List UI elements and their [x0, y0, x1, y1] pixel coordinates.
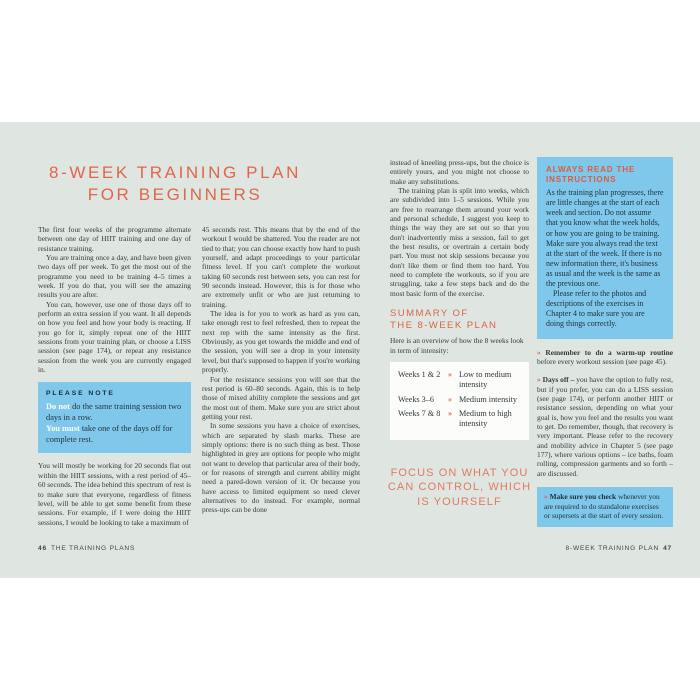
left-page [0, 122, 360, 578]
week-label: Weeks 1 & 2 [398, 369, 441, 379]
double-arrow-marker-icon: » [448, 369, 453, 379]
paragraph: For the resistance sessions you will see that the rest period is 60–80 seconds. Again, this is to help those of mixed ability complete the sessions and get the most out of them. Make sure you are strict about getting your rest. [202, 374, 360, 421]
right-sidebar-column [537, 157, 673, 527]
week-value: Low to medium intensity [459, 369, 512, 390]
note-line [46, 424, 183, 446]
mini-box-lead: Make sure you check [549, 491, 617, 501]
book-spread [0, 122, 700, 578]
right-page [350, 122, 700, 578]
right-running-head: 8-WEEK TRAINING PLAN [565, 545, 660, 552]
double-arrow-marker-icon: » [544, 491, 548, 501]
note-lead-do-not: Do not [46, 402, 70, 412]
double-arrow-marker-icon: » [537, 347, 541, 357]
week-value: Medium to high intensity [459, 409, 512, 429]
week-row [398, 409, 523, 430]
bullet-text: you have the option to fully rest, but if you prefer, you can do a LISS session (see page 174), or perform another HIIT or resistance session, depending on what your goal is, how you feel and the results you want to get. Do remember, though, that recovery is very important. Please refer to the recovery and mobility advice in Chapter 5 (see page 177), where various options – ice baths, foam rolling, compression garments and so forth – are discussed. [537, 375, 673, 478]
left-page-footer [38, 545, 135, 552]
week-row [398, 370, 523, 391]
paragraph: 45 seconds rest. This means that by the end of the workout I would be shattered. You the reader are not tied to that; you can choose exactly how hard to push yourself, and adapt proceedings to your particular fitness level. If you can't complete the workout taking 60 seconds rest between sets, you can rest for 90 seconds instead. However, this is for those who are extremely unfit or who are just returning to training. [202, 225, 360, 309]
please-note-box [38, 382, 191, 454]
left-running-head: THE TRAINING PLANS [50, 545, 136, 552]
paragraph: instead of kneeling press-ups, but the choice is entirely yours, and you might not choose to make any substitutions. [390, 158, 529, 186]
info-box-paragraph: Please refer to the photos and descriptions of the exercises in Chapter 4 to make sure you are doing things correctly. [546, 289, 647, 329]
left-column-1 [38, 225, 191, 527]
double-arrow-marker-icon: » [448, 409, 453, 419]
right-column-main [387, 158, 532, 509]
paragraph: In some sessions you have a choice of exercises, which are separated by slash marks. These are simply options: there is no such thing as best. Those highlighted in grey are options for people who might not want to develop that particular area of their body, or for reasons of strength and current ability might need a pared-down version of it. Or because you have access to limited equipment so need clever alternatives to do instead. For example, normal press-ups can be done [202, 421, 360, 515]
paragraph: You will mostly be working for 20 seconds flat out within the HIIT sessions, with a rest period of 45–60 seconds. The idea behind this spectrum of rest is to make sure that everyone, regardless of fitness level, will be able to get some benefit from these sessions. For example, if I were doing the HIIT sessions, I would be looking to take a maximum of [38, 461, 191, 527]
info-box-heading: ALWAYS READ THE INSTRUCTIONS [546, 165, 636, 184]
week-label: Weeks 3–6 [398, 394, 434, 404]
focus-pull-quote: FOCUS ON WHAT YOU CAN CONTROL, WHICH IS YOURSELF [387, 466, 532, 508]
left-page-number: 46 [38, 545, 47, 552]
paragraph: The training plan is split into weeks, which are subdivided into 1–5 sessions. While you are free to rearrange them around your work and personal schedule, I suggest you keep to things the way they are set out so that you don't inadvertently miss a session, fail to get the best results, or overtrain a certain body part. You must not skip sessions because you don't like them or find them too hard. You need to complete the workouts, so if you are struggling, take a few steps back and do the most basic form of the exercise. [390, 186, 529, 298]
left-column-2 [202, 225, 360, 515]
paragraph: You are training once a day, and have been given two days off per week. To get the most out of the programme you need to be training 4–5 times a week. If you do that, you will see the amazing results you are after. [38, 253, 191, 300]
weeks-summary-box [390, 362, 529, 440]
mini-box-text: whenever you are required to do standalone exercises or supersets at the start of every session. [544, 491, 664, 521]
make-sure-check-box [537, 487, 673, 527]
always-read-instructions-box [537, 157, 673, 339]
note-text: do the same training session two days in a row. [46, 402, 182, 423]
week-value: Medium intensity [459, 394, 517, 404]
info-box-paragraph: As the training plan progresses, there are little changes at the start of each week and section. Do not assume that you know what the week holds, or how you are going to be training. Make sure you always read the text at the start of the week. If there is no new information there, it's business as usual and the week is the same as the previous one. [546, 188, 664, 289]
paragraph: The idea is for you to work as hard as you can, take enough rest to feel refreshed, then to repeat the next rep with the same intensity as the first. Obviously, as you get towards the middle and end of the session, you will see a drop in your intensity level, but that's supposed to happen if you're working properly. [202, 309, 360, 375]
tip-bullet-warm-up [537, 348, 673, 367]
note-text: take one of the days off for complete rest. [46, 423, 173, 444]
page-title [22, 162, 328, 206]
summary-heading-line2: THE 8-WEEK PLAN [390, 320, 498, 332]
tip-bullet-days-off [537, 375, 673, 478]
note-line [46, 402, 183, 424]
note-lead-you-must: You must [46, 423, 80, 433]
page-title-line2: FOR BEGINNERS [87, 185, 263, 204]
double-arrow-marker-icon: » [448, 394, 453, 404]
paragraph: You can, however, use one of those days off to perform an extra session if you want. It all depends on how you feel and how your body is reacting. If you go for it, simply repeat one of the HIIT sessions from your training plan, or choose a LISS session (see page 174), or repeat any resistance session from the week you are currently engaged in. [38, 299, 191, 375]
bullet-lead: Days off – [542, 375, 575, 385]
please-note-heading: PLEASE NOTE [46, 389, 115, 397]
week-label: Weeks 7 & 8 [398, 409, 441, 419]
right-page-footer [566, 545, 673, 552]
right-page-number: 47 [663, 545, 672, 552]
page-title-line1: 8-WEEK TRAINING PLAN [49, 163, 301, 182]
paragraph: The first four weeks of the programme alternate between one day of HIIT training and one day of resistance training. [38, 225, 191, 253]
week-row [398, 395, 523, 405]
summary-heading [390, 308, 529, 332]
summary-intro: Here is an overview of how the 8 weeks look in term of intensity: [390, 336, 524, 355]
bullet-text: before every workout session (see page 45). [537, 356, 667, 366]
double-arrow-marker-icon: » [537, 375, 541, 385]
bullet-lead: Remember to do a warm-up routine [545, 347, 673, 357]
summary-heading-line1: SUMMARY OF [390, 308, 469, 320]
